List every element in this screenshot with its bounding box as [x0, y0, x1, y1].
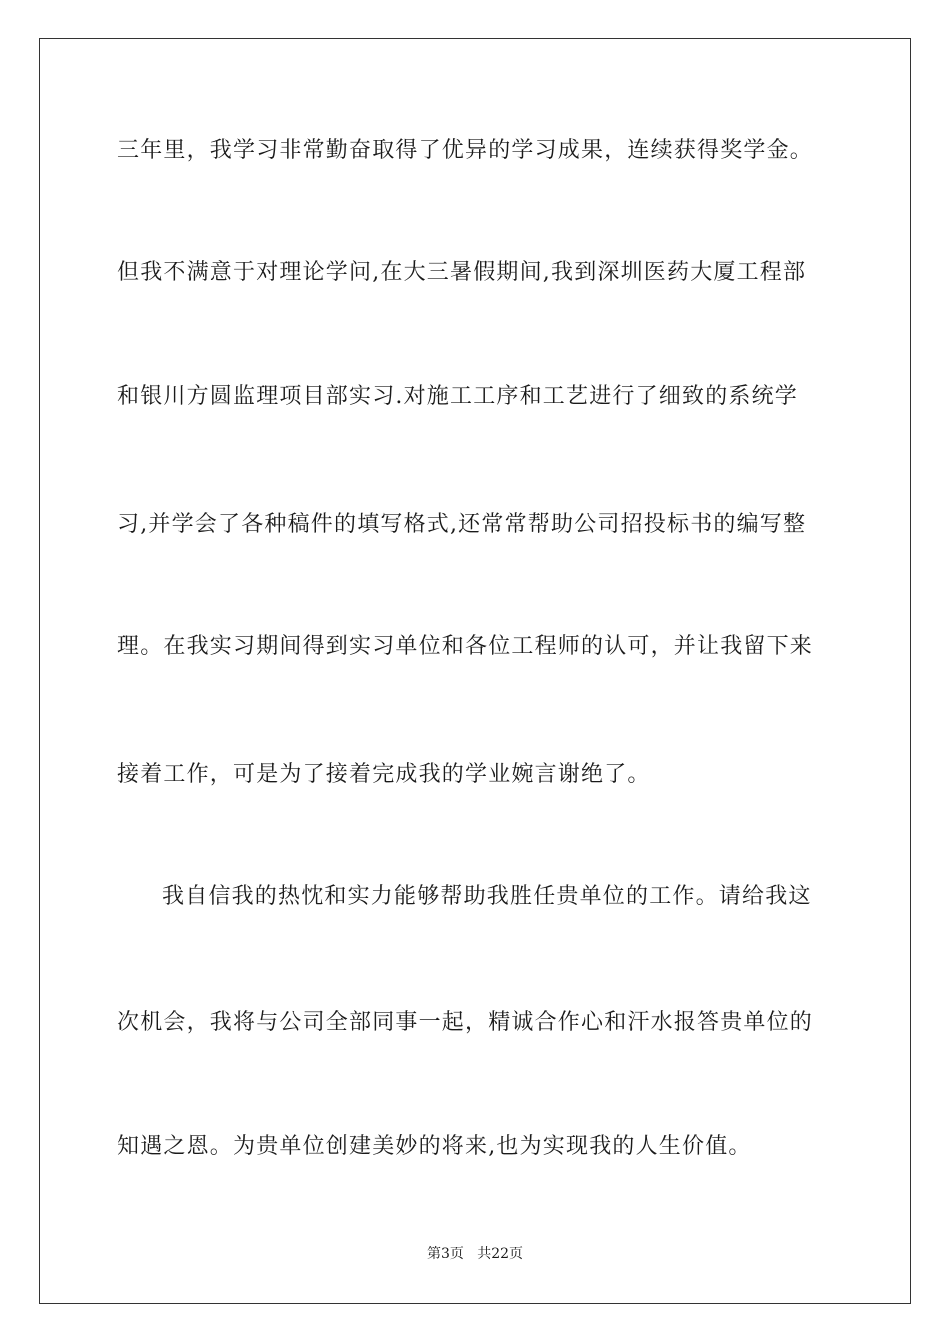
text-line-3: 和银川方圆监理项目部实习.对施工工序和工艺进行了细致的系统学 — [117, 384, 798, 409]
text-line-8: 次机会，我将与公司全部同事一起，精诚合作心和汗水报答贵单位的 — [117, 1010, 814, 1035]
text-line-9: 知遇之恩。为贵单位创建美妙的将来,也为实现我的人生价值。 — [117, 1134, 752, 1159]
page-number-footer: 第3页 共22页 — [426, 1246, 524, 1262]
text-line-1: 三年里，我学习非常勤奋取得了优异的学习成果，连续获得奖学金。 — [117, 138, 814, 163]
page-border — [39, 38, 911, 1304]
text-line-2: 但我不满意于对理论学问,在大三暑假期间,我到深圳医药大厦工程部 — [117, 260, 807, 285]
text-line-7: 我自信我的热忱和实力能够帮助我胜任贵单位的工作。请给我这 — [162, 884, 812, 909]
text-line-4: 习,并学会了各种稿件的填写格式,还常常帮助公司招投标书的编写整 — [117, 512, 807, 537]
text-line-6: 接着工作，可是为了接着完成我的学业婉言谢绝了。 — [117, 762, 651, 787]
text-line-5: 理。在我实习期间得到实习单位和各位工程师的认可，并让我留下来 — [117, 634, 814, 659]
